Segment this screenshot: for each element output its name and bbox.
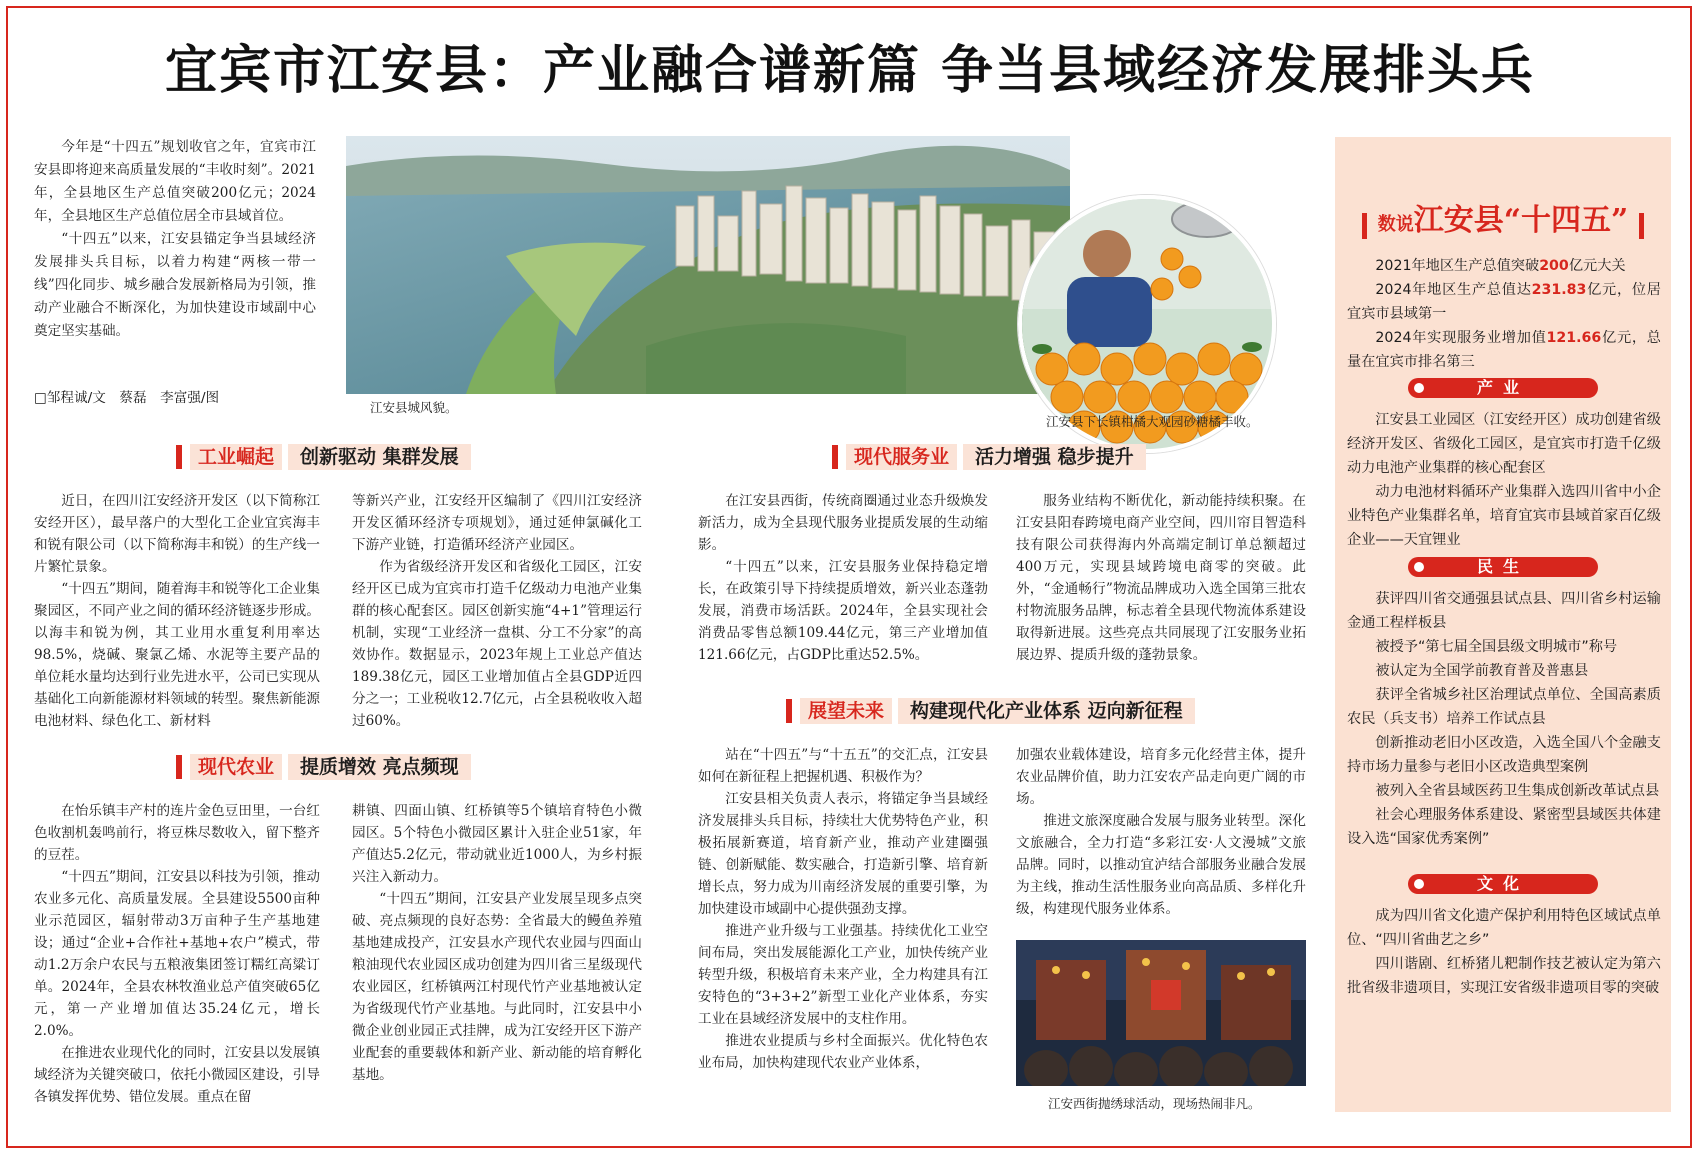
section-title: 展望未来 [800, 698, 892, 724]
section-title: 现代服务业 [846, 444, 957, 470]
sidebar-item: 被认定为全国学前教育普及普惠县 [1375, 663, 1589, 679]
lead-paragraph: “十四五”以来，江安县锚定争当县域经济发展排头兵目标，以着力构建“两核一带一线”四化同步、城乡融合发展新格局为引领，推动产业融合不断深化，为加快建设市域副中心奠定坚实基础。 [34, 231, 316, 339]
paragraph: 加强农业载体建设，培育多元化经营主体，提升农业品牌价值，助力江安农产品走向更广阔的市场。 [1016, 747, 1306, 807]
section-marker [786, 699, 792, 723]
section-header-service [832, 444, 1146, 470]
title-marker [1639, 213, 1644, 239]
sidebar-item: 获评四川省交通强县试点县、四川省乡村运输金通工程样板县 [1347, 591, 1661, 631]
section-subtitle: 构建现代化产业体系 迈向新征程 [898, 698, 1195, 724]
paragraph: 在推进农业现代化的同时，江安县以发展镇域经济为关键突破口，依托小微园区建设，引导各镇发挥优势、错位发展。重点在留 [34, 1045, 320, 1105]
paragraph: 推进产业升级与工业强基。持续优化工业空间布局，突出发展能源化工产业，加快传统产业转型升级，积极培育未来产业，全力构建具有江安特色的“3+3+2”新型工业化产业体系，夯实工业在县域经济发展中的支柱作用。 [698, 923, 988, 1027]
stat-number: 121.66 [1546, 330, 1602, 346]
paragraph: 江安县相关负责人表示，将锚定争当县域经济发展排头兵目标，持续壮大优势特色产业，积极拓展新赛道，培育新产业，推动产业建圈强链、创新赋能、数实融合，打造新引擎、培育新增长点，努力成为川南经济发展的重要引擎，为加快建设市域副中心提供强劲支撑。 [698, 791, 988, 917]
service-column-b [1016, 490, 1306, 666]
paragraph: 推进文旅深度融合发展与服务业转型。深化文旅融合，全力打造“多彩江安·人文漫城”文旅品牌。同时，以推动宜泸结合部服务业融合发展为主线，推动生活性服务业向高品质、多样化升级，构建现代服务业体系。 [1016, 813, 1306, 917]
stat-line [1347, 254, 1661, 278]
section-marker [176, 445, 182, 469]
stat-text: 2024年地区生产总值达 [1375, 282, 1532, 298]
stat-number: 200 [1539, 258, 1569, 274]
sidebar-item: 成为四川省文化遗产保护利用特色区域试点单位、“四川省曲艺之乡” [1347, 908, 1661, 948]
section-marker [832, 445, 838, 469]
sidebar-item: 获评全省城乡社区治理试点单位、全国高素质农民（兵支书）培养工作试点县 [1347, 687, 1661, 727]
agriculture-column-a [34, 800, 320, 1108]
stat-line [1347, 326, 1661, 374]
pill-label: 产业 [1476, 378, 1529, 397]
bullet-icon [1414, 562, 1424, 572]
sidebar-title-prefix: 数说 [1377, 214, 1414, 235]
paragraph: 近日，在四川江安经济开发区（以下简称江安经开区），最早落户的大型化工企业宜宾海丰和锐有限公司（以下简称海丰和锐）的生产线一片繁忙景象。 [34, 493, 320, 575]
sidebar-stats [1347, 254, 1661, 374]
lead-paragraph: 今年是“十四五”规划收官之年，宜宾市江安县即将迎来高质量发展的“丰收时刻”。2021年，全县地区生产总值突破200亿元；2024年，全县地区生产总值位居全市县域首位。 [34, 139, 316, 224]
sidebar-item: 动力电池材料循环产业集群入选四川省中小企业特色产业集群名单，培育宜宾市县域首家百亿级企业——天宜锂业 [1347, 484, 1661, 548]
sidebar-title-main: 江安县“十四五” [1413, 203, 1629, 238]
stat-number: 231.83 [1531, 282, 1587, 298]
sidebar-livelihood [1347, 587, 1661, 851]
west-street-photo [1016, 940, 1306, 1086]
sidebar-title [1335, 195, 1671, 239]
orange-harvest-caption: 江安县下长镇柑橘大观园砂糖橘丰收。 [1046, 414, 1259, 429]
sidebar-item: 江安县工业园区（江安经开区）成功创建省级经济开发区、省级化工园区，是宜宾市打造千亿级动力电池产业集群的核心配套区 [1347, 412, 1661, 476]
paragraph: “十四五”期间，随着海丰和锐等化工企业集聚园区，不同产业之间的循环经济链逐步形成。以海丰和锐为例，其工业用水重复利用率达98.5%，烧碱、聚氯乙烯、水泥等主要产品的单位耗水量均达到行业先进水平，公司已实现从基础化工向新能源材料领域的转型。聚焦新能源电池材料、绿色化工、新材料 [34, 581, 320, 729]
section-subtitle: 活力增强 稳步提升 [963, 444, 1146, 470]
section-header-industry [176, 444, 471, 470]
stat-text: 亿元大关 [1568, 258, 1626, 274]
future-column-a [698, 744, 988, 1074]
sidebar-item: 被授予“第七届全国县级文明城市”称号 [1375, 639, 1618, 655]
sidebar-item: 社会心理服务体系建设、紧密型县域医共体建设入选“国家优秀案例” [1347, 807, 1661, 847]
sidebar-culture [1347, 904, 1661, 1000]
paragraph: “十四五”以来，江安县服务业保持稳定增长，在政策引导下持续提质增效，新兴业态蓬勃发展，消费市场活跃。2024年，全县实现社会消费品零售总额109.44亿元，第三产业增加值121.66亿元，占GDP比重达52.5%。 [698, 559, 988, 663]
west-street-image [1016, 940, 1306, 1086]
paragraph: 站在“十四五”与“十五五”的交汇点，江安县如何在新征程上把握机遇、积极作为？ [698, 747, 988, 785]
agriculture-column-b [352, 800, 642, 1086]
city-panorama-caption: 江安县城风貌。 [370, 400, 458, 415]
headline: 宜宾市江安县：产业融合谱新篇 争当县域经济发展排头兵 [164, 41, 1536, 101]
paragraph: “十四五”期间，江安县以科技为引领，推动农业多元化、高质量发展。全县建设5500亩种业示范园区，辐射带动3万亩种子生产基地建设；通过“企业+合作社+基地+农户”模式，带动1.2万余户农民与五粮液集团签订糯红高粱订单。2024年，全县农林牧渔业总产值突破65亿元，第一产业增加值达35.24亿元，增长2.0%。 [34, 869, 320, 1039]
stat-text: 亿元，总量在宜宾市排名第三 [1347, 330, 1661, 370]
section-header-future [786, 698, 1195, 724]
byline: □邹程诚/文 蔡磊 李富强/图 [34, 390, 220, 406]
bullet-icon [1414, 383, 1424, 393]
city-panorama-photo [346, 136, 1070, 394]
title-marker [1362, 213, 1367, 239]
paragraph: 推进农业提质与乡村全面振兴。优化特色农业布局，加快构建现代农业产业体系， [698, 1033, 988, 1071]
stat-line [1347, 278, 1661, 326]
paragraph: 服务业结构不断优化，新动能持续积聚。在江安县阳春跨境电商产业空间，四川帘目智造科技有限公司获得海内外高端定制订单总额超过400万元，实现县域跨境电商零的突破。此外，“金通畅行”物流品牌成功入选全国第三批农村物流服务品牌，标志着全县现代物流体系建设取得新进展。这些亮点共同展现了江安服务业拓展边界、提质升级的蓬勃景象。 [1016, 493, 1306, 663]
sidebar-item: 四川谐剧、红桥猪儿粑制作技艺被认定为第六批省级非遗项目，实现江安省级非遗项目零的突破 [1347, 956, 1661, 996]
pill-label: 文化 [1476, 874, 1529, 893]
industry-column-a [34, 490, 320, 732]
city-panorama-image [346, 136, 1070, 394]
sidebar-item: 创新推动老旧小区改造，入选全国八个金融支持市场力量参与老旧小区改造典型案例 [1347, 735, 1661, 775]
sidebar-industry [1347, 408, 1661, 552]
pill-livelihood [1408, 557, 1598, 577]
lead-column [34, 136, 316, 343]
pill-label: 民生 [1476, 557, 1529, 576]
stat-text: 2021年地区生产总值突破 [1375, 258, 1540, 274]
paragraph: 在怡乐镇丰产村的连片金色豆田里，一台红色收割机轰鸣前行，将豆株尽数收入，留下整齐的豆茬。 [34, 803, 320, 863]
paragraph: 作为省级经济开发区和省级化工园区，江安经开区已成为宜宾市打造千亿级动力电池产业集群的核心配套区。园区创新实施“4+1”管理运行机制，实现“工业经济一盘棋、分工不分家”的高效协作。数据显示，2023年规上工业总产值达189.38亿元，园区工业增加值占全县GDP近四分之一；工业税收12.7亿元，占全县税收收入超过60%。 [352, 559, 642, 729]
section-header-agriculture [176, 754, 471, 780]
stat-text: 亿元，位居宜宾市县域第一 [1347, 282, 1661, 322]
bullet-icon [1414, 879, 1424, 889]
section-subtitle: 提质增效 亮点频现 [288, 754, 471, 780]
section-title: 工业崛起 [190, 444, 282, 470]
pill-culture [1408, 874, 1598, 894]
west-street-caption: 江安西街抛绣球活动，现场热闹非凡。 [1048, 1096, 1261, 1111]
paragraph: 在江安县西街，传统商圈通过业态升级焕发新活力，成为全县现代服务业提质发展的生动缩影。 [698, 493, 988, 553]
pill-industry [1408, 378, 1598, 398]
paragraph: 等新兴产业，江安经开区编制了《四川江安经济开发区循环经济专项规划》，通过延伸氯碱化工下游产业链，打造循环经济产业园区。 [352, 493, 642, 553]
stat-text: 2024年实现服务业增加值 [1375, 330, 1547, 346]
paragraph: “十四五”期间，江安县产业发展呈现多点突破、亮点频现的良好态势：全省最大的鳗鱼养殖基地建成投产，江安县水产现代农业园与四面山粮油现代农业园区成功创建为四川省三星级现代农业园区，红桥镇两江村现代竹产业基地被认定为省级现代竹产业基地。与此同时，江安县中小微企业创业园正式挂牌，成为江安经开区下游产业配套的重要载体和新产业、新动能的培育孵化基地。 [352, 891, 642, 1083]
industry-column-b [352, 490, 642, 732]
paragraph: 耕镇、四面山镇、红桥镇等5个镇培育特色小微园区。5个特色小微园区累计入驻企业51家，年产值达5.2亿元，带动就业近1000人，为乡村振兴注入新动力。 [352, 803, 642, 885]
future-column-b [1016, 744, 1306, 920]
section-marker [176, 755, 182, 779]
service-column-a [698, 490, 988, 666]
section-subtitle: 创新驱动 集群发展 [288, 444, 471, 470]
sidebar-item: 被列入全省县域医药卫生集成创新改革试点县 [1375, 783, 1660, 799]
section-title: 现代农业 [190, 754, 282, 780]
